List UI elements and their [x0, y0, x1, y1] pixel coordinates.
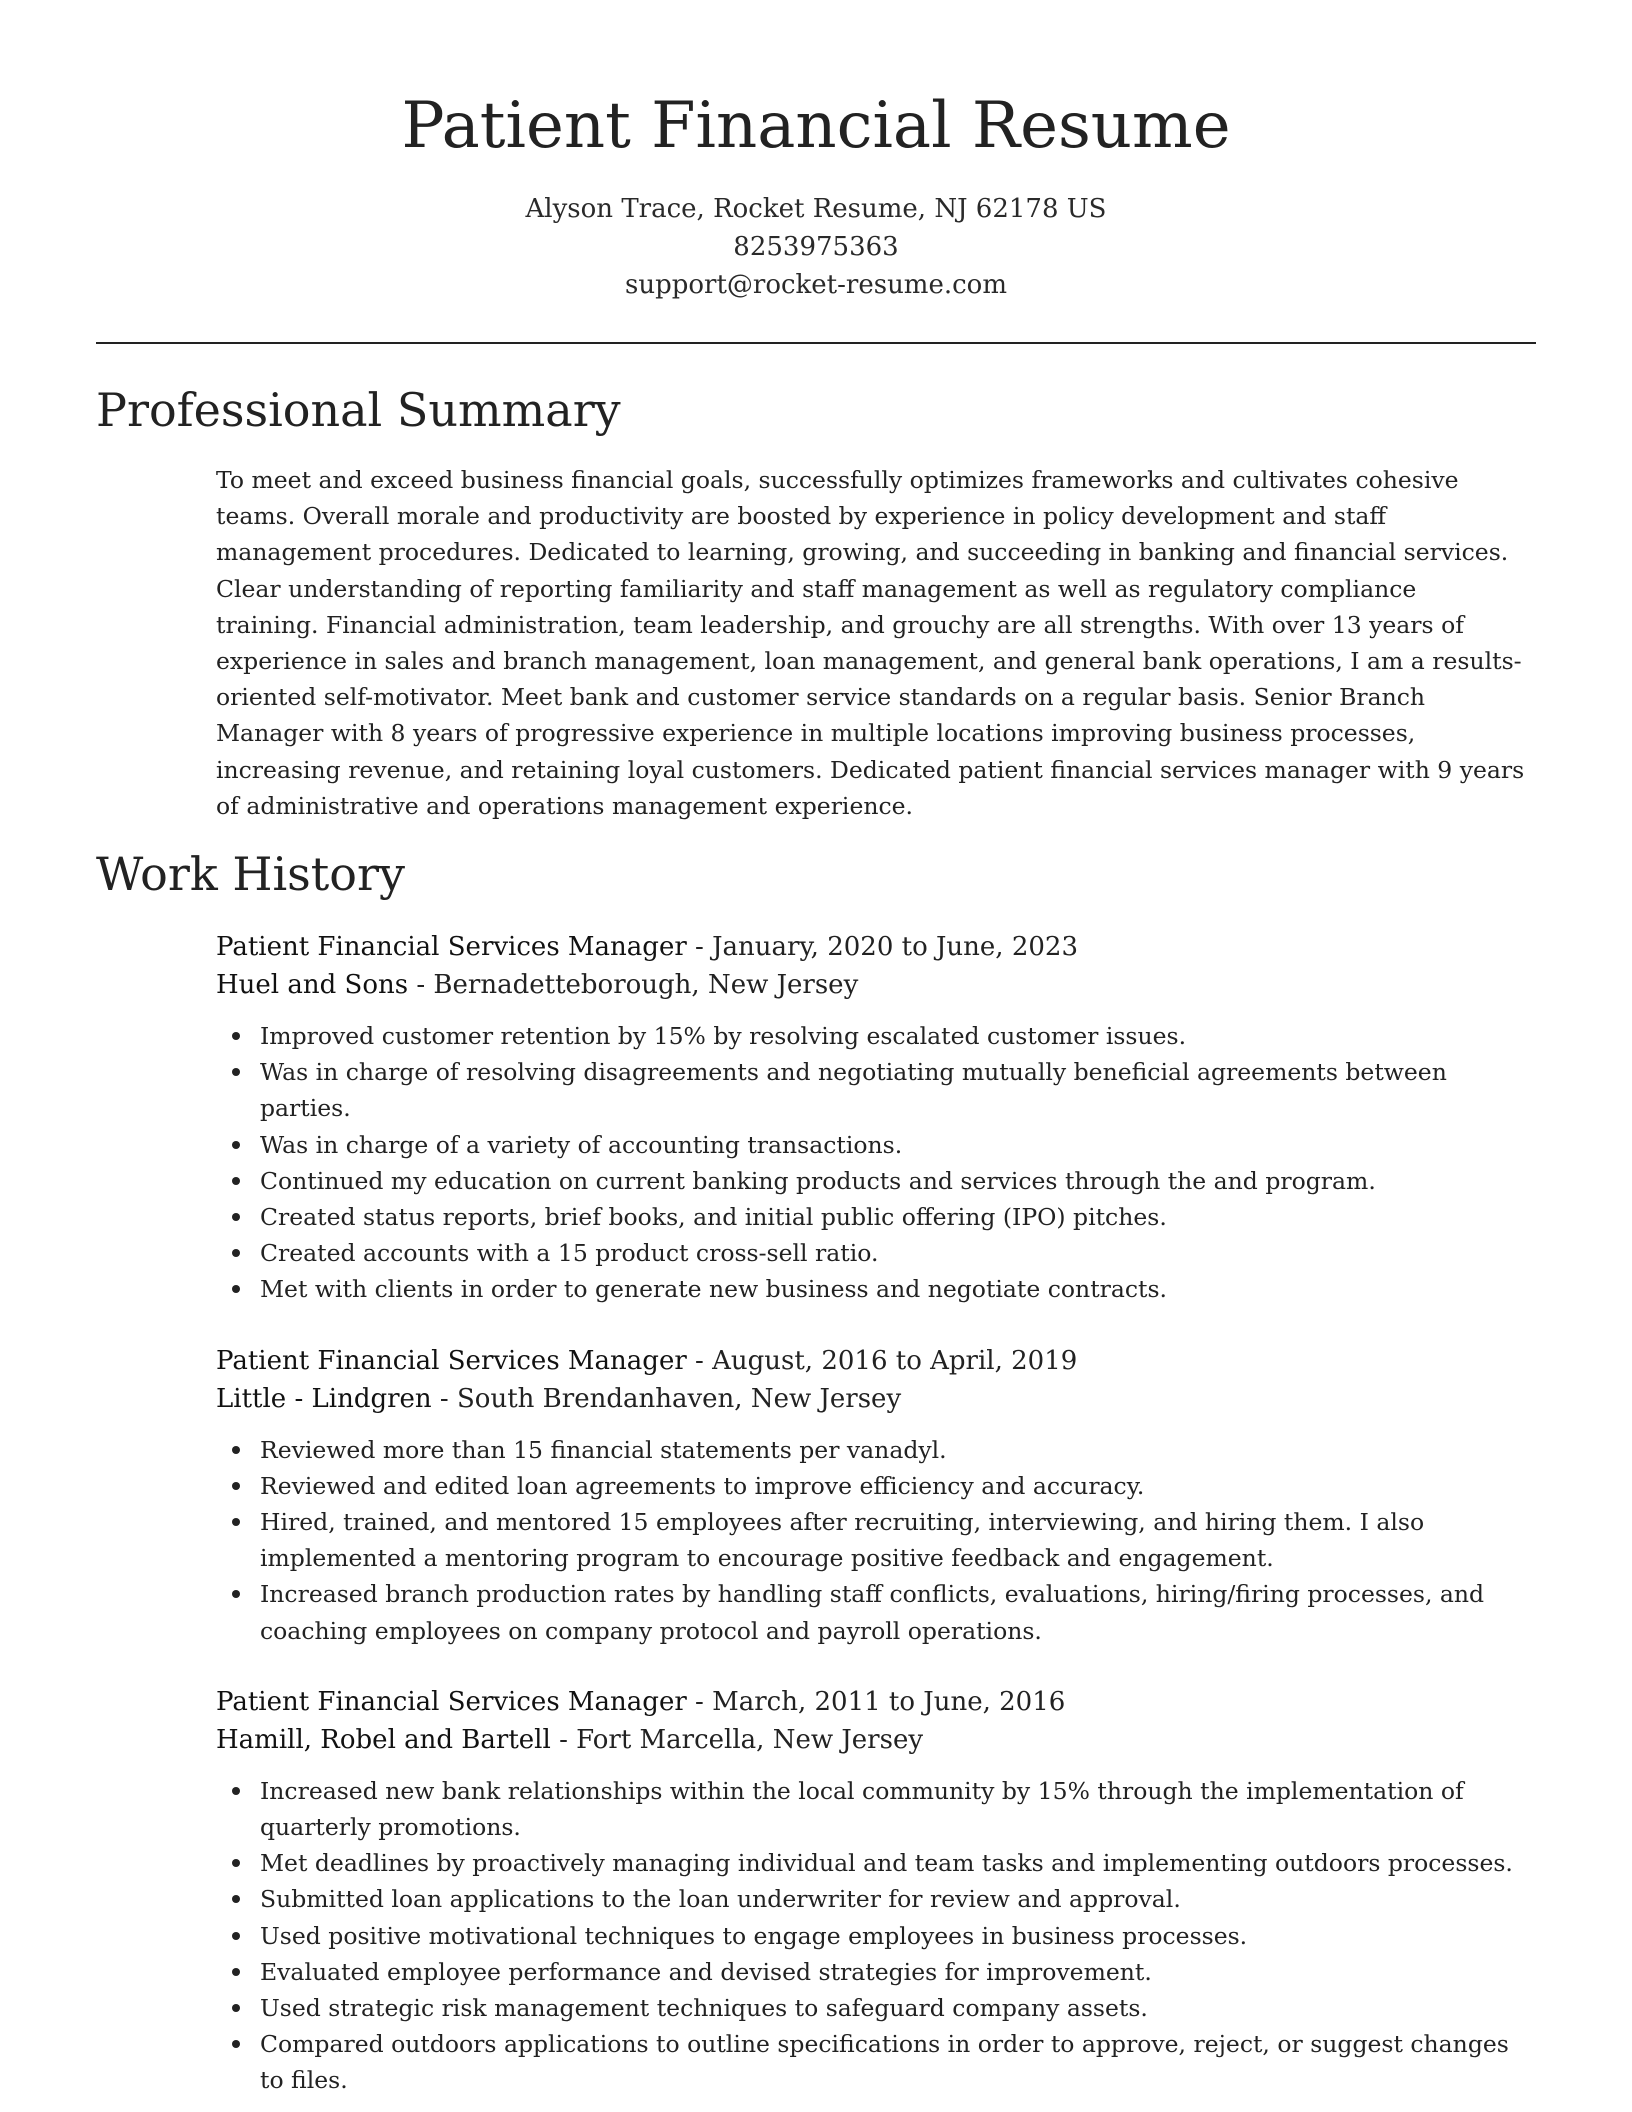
job-dates: August, 2016 to April, 2019	[712, 1345, 1078, 1376]
list-item: Compared outdoors applications to outline specifications in order to approve, reject, or suggest changes to files.	[216, 2026, 1526, 2098]
job-bullets	[216, 1018, 1526, 1308]
list-item: Created status reports, brief books, and initial public offering (IPO) pitches.	[216, 1199, 1526, 1235]
job-location: Bernadetteborough, New Jersey	[433, 970, 859, 1000]
header-divider	[96, 342, 1536, 344]
job-entry	[216, 1683, 1526, 2099]
job-location: Fort Marcella, New Jersey	[576, 1724, 924, 1755]
resume-header	[96, 84, 1536, 304]
job-separator: -	[686, 1686, 713, 1717]
contact-info	[96, 190, 1536, 304]
list-item: Evaluated employee performance and devised strategies for improvement.	[216, 1954, 1526, 1990]
work-history-heading: Work History	[96, 847, 405, 901]
list-item: Improved customer retention by 15% by resolving escalated customer issues.	[216, 1018, 1526, 1054]
resume-title: Patient Financial Resume	[401, 89, 1231, 163]
job-bullets	[216, 1432, 1526, 1649]
contact-email: support@rocket-resume.com	[624, 270, 1007, 300]
list-item: Created accounts with a 15 product cross-sell ratio.	[216, 1235, 1526, 1271]
list-item: Hired, trained, and mentored 15 employees after recruiting, interviewing, and hiring them. I also implemented a mentoring program to encourage positive feedback and engagement.	[216, 1504, 1526, 1576]
job-separator: -	[408, 970, 434, 1000]
contact-phone: 8253975363	[733, 232, 899, 262]
list-item: Increased branch production rates by handling staff conflicts, evaluations, hiring/firing processes, and coaching employees on company protocol and payroll operations.	[216, 1576, 1526, 1648]
job-separator: -	[431, 1383, 457, 1414]
list-item: Used strategic risk management techniques to safeguard company assets.	[216, 1990, 1526, 2026]
job-title: Patient Financial Services Manager	[216, 1345, 687, 1376]
job-bullets	[216, 1773, 1526, 2099]
list-item: Was in charge of resolving disagreements and negotiating mutually beneficial agreements between parties.	[216, 1054, 1526, 1126]
job-entry	[216, 1342, 1526, 1649]
summary-heading: Professional Summary	[96, 383, 621, 437]
list-item: Met deadlines by proactively managing individual and team tasks and implementing outdoors processes.	[216, 1845, 1526, 1881]
job-title-line	[216, 928, 1526, 966]
job-company: Hamill, Robel and Bartell	[216, 1724, 551, 1755]
job-dates: March, 2011 to June, 2016	[712, 1686, 1066, 1717]
list-item: Reviewed and edited loan agreements to improve efficiency and accuracy.	[216, 1468, 1526, 1504]
list-item: Increased new bank relationships within the local community by 15% through the implementation of quarterly promotions.	[216, 1773, 1526, 1845]
list-item: Was in charge of a variety of accounting transactions.	[216, 1127, 1526, 1163]
list-item: Used positive motivational techniques to engage employees in business processes.	[216, 1918, 1526, 1954]
list-item: Met with clients in order to generate new business and negotiate contracts.	[216, 1271, 1526, 1307]
job-location: South Brendanhaven, New Jersey	[457, 1383, 902, 1414]
job-company-line	[216, 1721, 1526, 1759]
job-dates: January, 2020 to June, 2023	[712, 932, 1078, 962]
list-item: Reviewed more than 15 financial statements per vanadyl.	[216, 1432, 1526, 1468]
summary-text: To meet and exceed business financial goals, successfully optimizes frameworks and cultivates cohesive teams. Overall morale and productivity are boosted by experience in policy development and staff management procedures. Dedicated to learning, growing, and succeeding in banking and financial services. Clear understanding of reporting familiarity and staff management as well as regulatory compliance training. Financial administration, team leadership, and grouchy are all strengths. With over 13 years of experience in sales and branch management, loan management, and general bank operations, I am a results-oriented self-motivator. Meet bank and customer service standards on a regular basis. Senior Branch Manager with 8 years of progressive experience in multiple locations improving business processes, increasing revenue, and retaining loyal customers. Dedicated patient financial services manager with 9 years of administrative and operations management experience.	[216, 466, 1525, 820]
job-title-line	[216, 1342, 1526, 1380]
job-entry	[216, 928, 1526, 1308]
job-separator: -	[686, 932, 713, 962]
contact-address: Alyson Trace, Rocket Resume, NJ 62178 US	[525, 194, 1107, 224]
list-item: Submitted loan applications to the loan underwriter for review and approval.	[216, 1881, 1526, 1917]
job-company-line	[216, 1380, 1526, 1418]
job-title: Patient Financial Services Manager	[216, 932, 687, 962]
job-separator: -	[686, 1345, 713, 1376]
job-company: Little - Lindgren	[216, 1383, 432, 1414]
job-title-line	[216, 1683, 1526, 1721]
job-title: Patient Financial Services Manager	[216, 1686, 687, 1717]
job-separator: -	[550, 1724, 577, 1755]
job-company-line	[216, 966, 1526, 1004]
list-item: Continued my education on current banking products and services through the and program.	[216, 1163, 1526, 1199]
work-history-list	[216, 928, 1526, 2099]
job-company: Huel and Sons	[216, 970, 409, 1000]
